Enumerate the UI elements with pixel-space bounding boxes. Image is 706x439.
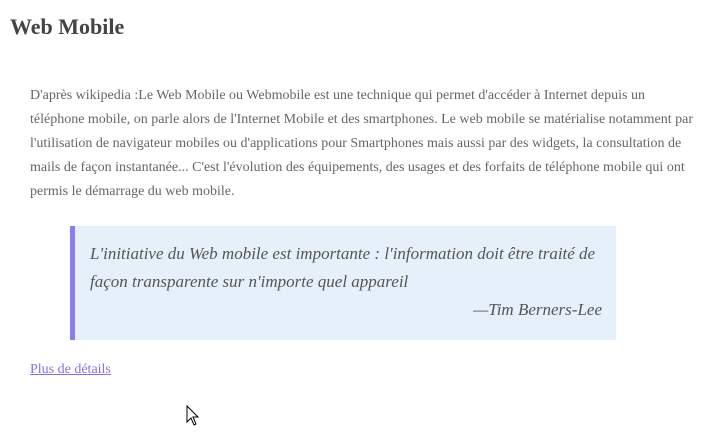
mouse-pointer-icon xyxy=(186,405,200,427)
page-title: Web Mobile xyxy=(10,14,125,39)
blockquote xyxy=(70,226,616,340)
intro-paragraph: D'après wikipedia :Le Web Mobile ou Webmobile est une technique qui permet d'accéder à Internet depuis un téléphone mobile, on parle alors de l'Internet Mobile et des smartphones. Le web mobile se matérialise notamment par l'utilisation de navigateur mobiles ou d'applications pour Smartphones mais aussi par des widgets, la consultation de mails de façon instantanée... C'est l'évolution des équipements, des usages et des forfaits de téléphone mobile qui ont permis le démarrage du web mobile. xyxy=(30,88,694,199)
quote-text: L'initiative du Web mobile est importante : l'information doit être traité de façon transparente sur n'importe quel appareil xyxy=(90,244,596,291)
quote-author: —Tim Berners-Lee xyxy=(473,300,602,319)
more-details-link[interactable]: Plus de détails xyxy=(30,362,111,377)
